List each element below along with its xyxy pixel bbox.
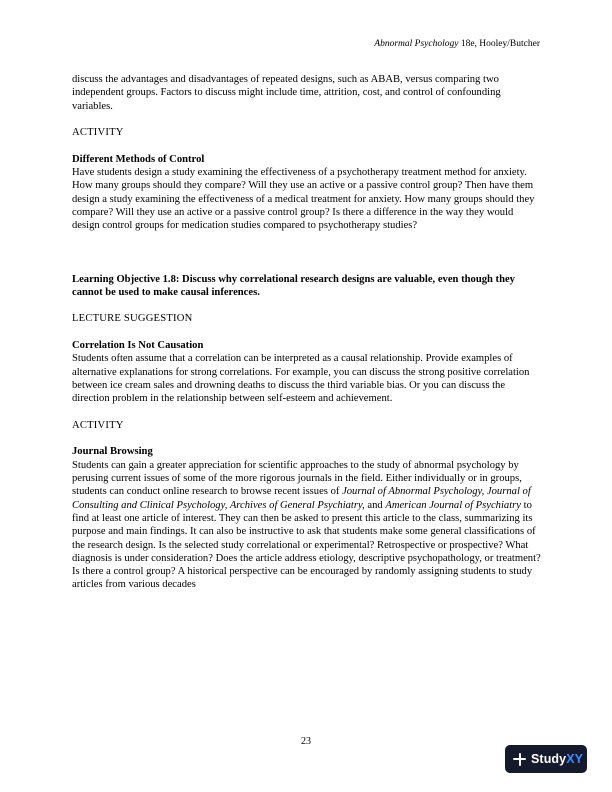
activity-heading: Different Methods of Control xyxy=(72,153,205,165)
lecture-suggestion-body: Students often assume that a correlation can be interpreted as a causal relationship. Provide examples of alternative explanations for strong correlations. For example, you can discuss the strong positive correlation between ice cream sales and drowning deaths to discuss the third variable bias. Or you can discuss the direction problem in the relationship between self-esteem and achievement. xyxy=(72,353,530,405)
activity-2-label: ACTIVITY xyxy=(72,419,124,431)
page-content xyxy=(72,73,542,592)
book-title: Abnormal Psychology xyxy=(374,39,459,49)
journal-list: Journal of Abnormal Psychology, Journal of Consulting and Clinical Psychology, Archives of General Psychiatry, xyxy=(72,486,531,511)
studyxy-badge[interactable] xyxy=(505,745,587,773)
activity-2-body xyxy=(72,459,542,592)
plus-icon xyxy=(513,753,526,766)
edition-authors: 18e, Hooley/Butcher xyxy=(458,39,540,49)
and-word: and xyxy=(364,499,386,511)
badge-text-main: Study xyxy=(531,752,567,766)
badge-text xyxy=(531,752,583,766)
lecture-suggestion-label: LECTURE SUGGESTION xyxy=(72,313,193,325)
learning-objective: Learning Objective 1.8: Discuss why correlational research designs are valuable, even though they cannot be used to make causal inferences. xyxy=(72,273,515,298)
journal-name-last: American Journal of Psychiatry xyxy=(385,499,521,511)
running-header xyxy=(374,38,540,50)
activity-2-body-part2: to find at least one article of interest. They can then be asked to present this article to the class, summarizing its purpose and main findings. It can also be instructive to ask that students make some general classifications of the research design. Is the selected study correlational or experimental? Retrospective or prospective? What diagnosis is under consideration? Does the article address etiology, descriptive psychopathology, or treatment? Is there a control group? A historical perspective can be encouraged by randomly assigning students to study articles from various decades xyxy=(72,499,541,591)
badge-text-accent: XY xyxy=(566,752,584,766)
lecture-suggestion-heading: Correlation Is Not Causation xyxy=(72,340,204,352)
continued-paragraph: discuss the advantages and disadvantages of repeated designs, such as ABAB, versus comparing two independent groups. Factors to discuss might include time, attrition, cost, and control of confounding variables. xyxy=(72,74,501,112)
activity-label: ACTIVITY xyxy=(72,127,124,139)
activity-body: Have students design a study examining the effectiveness of a psychotherapy treatment method for anxiety. How many groups should they compare? Will they use an active or a passive control group? Then have them design a study examining the effectiveness of a medical treatment for anxiety. How many groups should they compare? Will they use an active or a passive control group? Is there a difference in the way they would design control groups for medication studies compared to psychotherapy studies? xyxy=(72,167,535,232)
activity-2-body-part1: Students can gain a greater appreciation for scientific approaches to the study of abnormal psychology by perusing current issues of some of the more rigorous journals in the field. Either individually or in groups, students can conduct online research to browse recent issues of xyxy=(72,459,522,498)
activity-2-heading: Journal Browsing xyxy=(72,446,153,458)
page-number: 23 xyxy=(301,736,311,747)
